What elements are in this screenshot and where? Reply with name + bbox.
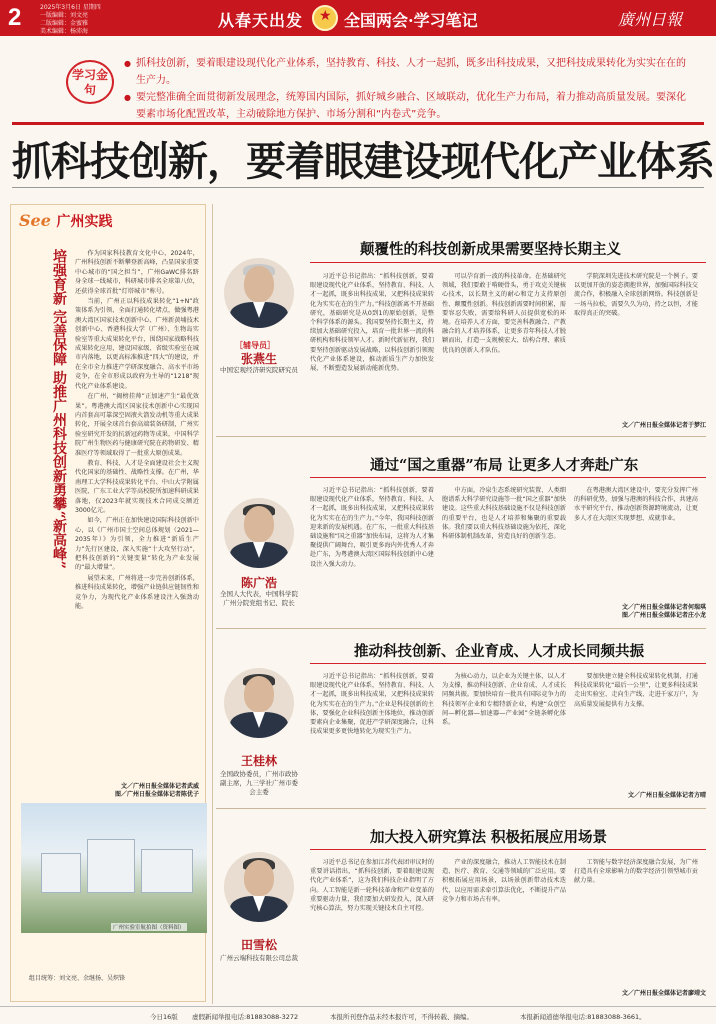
page-number: 2 (8, 4, 22, 31)
person-name: 田雪松 (240, 938, 277, 952)
footer-pages: 今日16版 (150, 1013, 178, 1021)
title-rule (310, 477, 706, 478)
paragraph: 展望未来，广州将进一步完善创新体系，推进科技成果转化，增强产业链供应链韧性和竞争力，为现代化产业体系建设注入强劲动能。 (75, 574, 199, 611)
page-footer (0, 1006, 716, 1024)
issue-date: 2025年3月6日 星期四 (40, 4, 101, 11)
national-emblem-icon (312, 5, 338, 31)
title-rule (310, 849, 706, 850)
paragraph: 如今，广州正在加快建设国际科技创新中心，以《广州市国土空间总体规划（2021—2035年）》为引领，全力推进“新质生产力”先行区建设，深入实施“十大攻坚行动”，把科技创新的“关键变量”转化为产业发展的“最大增量”。 (75, 517, 199, 572)
study-quotes (124, 55, 694, 123)
footer-report: 本报新闻道德举报电话:81883088-3661。 (520, 1013, 646, 1021)
masthead (0, 0, 716, 36)
person-name: 张燕生 (240, 352, 277, 366)
title-rule (310, 663, 706, 664)
article-title: 通过“国之重器”布局 让更多人才奔赴广东 (370, 457, 639, 474)
portrait-zhang (224, 258, 294, 328)
photo-caption: 广州实验室航拍图（资料图） (113, 925, 185, 931)
person-title: 全国政协委员，广州市政协副主席，九三学社广州市委会主委 (220, 770, 298, 796)
section-separator (216, 436, 706, 437)
paragraph: 在广州，“揭榜挂帅”正加速产生“最优效果”。粤港澳大湾区国家技术创新中心实现国内首套高可靠深空固液火箭发动机等重大成果转化，开展全球首台套高端装备研制，广州实验室研究开发的抗新冠药物等成果，中国科学院广州生物医药与健康研究院在药物研发、精准医疗等领域取得了一批重大原创成果。 (75, 393, 199, 457)
study-quote-badge: 学习金句 (66, 60, 114, 104)
person-name: 王桂林 (240, 754, 277, 768)
tag-title: 广州实践 (56, 214, 113, 230)
footer-hotline: 虚假新闻举报电话:81883088-3272 (192, 1013, 299, 1021)
section-separator (216, 808, 706, 809)
guide-tag: ［辅导员］ (235, 341, 275, 350)
quote-item: ● 抓科技创新，要着眼建设现代化产业体系，坚持教育、科技、人才一起抓，既多出科技成果，又把科技成果转化为实实在在的生产力。 (124, 55, 694, 89)
title-rule (310, 262, 706, 263)
article-byline: 文／广州日报全媒体记者廖靖文 (621, 990, 706, 997)
paragraph: 作为国家科技教育文化中心，2024年，广州科技创新不断攀登新高峰，凸显国家重要中心城市的“国之担当”，广州GaWC排名跻身全球一线城市，科研城市排名全球第八位，还获得全球首批“灯塔城市”称号。 (75, 250, 199, 295)
paragraph: 当前，广州正以科技成果转化“1+N”政策体系为引领，全面打通转化堵点，做强粤港澳大湾区国家技术创新中心、广州新黄埔技术创新中心、香港科技大学（广州）、生物岛实验室等重大成果转化平台，围绕国家战略科技成果转化应用，建设国家级、省级实验室在城市内落地，以更高标准推进“四大”的建设，并在全市全力推进产学研深度融合、高水平市场竞争，在全市形成以政府为主导的“1218”现代化产业体系建设。 (75, 298, 199, 390)
lab-aerial-photo (21, 803, 207, 933)
article-byline: 文／广州日报全媒体记者方晴 (627, 792, 706, 799)
article-byline: 文／广州日报全媒体记者何瑞琪 图／广州日报全媒体记者庄小龙 (621, 604, 706, 619)
left-body (75, 249, 199, 612)
article-body: 习近平总书记指出：“抓科技创新，要着眼建设现代化产业体系，坚持教育、科技、人才一起抓，既多出科技成果，又把科技成果转化为实实在在的生产力。”科技创新离不开基础研究，基础研究是从0到1的原始创新，是整个科学体系的源头。我国要坚持长期主义，持续加大基础研究投入，培育一批世界一流的科研机构和科技领军人才。新时代新征程，我们要坚持创新驱动发展战略，以科技创新引领现代化产业体系建设，推动新质生产力加快发展，不断塑造发展新动能新优势。 可以孕育新一波的科技革命。在基础研究领域，我们要敢于啃硬骨头，勇于攻克关键核心技术，以长期主义的耐心和定力支持原创性、颠覆性创新。科技创新需要时间积累，需要容忍失败，需要给科研人员提供宽松的环境。在培养人才方面，要完善科教融合、产教融合的人才培养体系，让更多青年科技人才脱颖而出，打造一支规模宏大、结构合理、素质优良的创新人才队伍。 学院深圳先进技术研究院是一个例子。要以更加开放的姿态拥抱世界，加强国际科技交流合作，积极融入全球创新网络。科技创新是一场马拉松，需要久久为功，持之以恒，才能取得真正的突破。 (310, 273, 698, 373)
paragraph: 教育、科技、人才是全面建设社会主义现代化国家的基础性、战略性支撑。在广州，华南理工大学科技成果转化平台、中山大学附属医院、广东工业大学等高校院所加速科研成果落地，仅2023年就实现技术合同成交额近3000亿元。 (75, 459, 199, 514)
article-body: 习近平总书记指出：“抓科技创新，要着眼建设现代化产业体系，坚持教育、科技、人才一起抓，既多出科技成果，又把科技成果转化为实实在在的生产力。”今年，我国科技创新迎来新的发展机遇。在广东，一批重大科技基础设施和“国之重器”加快布局，这将为人才集聚提供广阔舞台，吸引更多海内外优秀人才奔赴广东，为粤港澳大湾区国际科技创新中心建设注入强大动力。 中方面，冷泉生态系统研究装置、人类细胞谱系大科学研究设施等一批“国之重器”加快建设。这些重大科技基础设施不仅是科技创新的重要平台，也是人才培养和集聚的重要载体。我们要以重大科技基础设施为依托，深化科研体制机制改革，营造良好的创新生态。 在粤港澳大湾区建设中，要充分发挥广州的科研优势，加强与港澳的科技合作，共建高水平研究平台，推动创新资源跨境流动，让更多人才在大湾区实现梦想、成就事业。 (310, 487, 698, 568)
section-title: 从春天出发 (218, 11, 304, 30)
article-title: 推动科技创新、企业育成、人才成长同频共振 (354, 643, 644, 660)
left-column (10, 204, 206, 1002)
person-title: 广州云端科技有限公司总裁 (220, 954, 298, 962)
article-title: 加大投入研究算法 积极拓展应用场景 (370, 829, 608, 846)
column-divider (212, 204, 213, 1004)
person-name: 陈广浩 (240, 576, 277, 590)
article-body: 习近平总书记在参加江苏代表团审议时的重要讲话指出，“抓科技创新，要着眼建设现代化产业体系”，这为我们科技企业指明了方向。人工智能是新一轮科技革命和产业变革的重要驱动力量，我们要加大研发投入，深入研究核心算法，努力实现关键技术自主可控。 产业的深度融合，推动人工智能技术在制造、医疗、教育、交通等领域的广泛应用。要积极拓展应用场景，以场景创新带动技术迭代，以应用需求牵引算法优化，不断提升产品竞争力和市场占有率。 工智能与数字经济深度融合发展，为广州打造具有全球影响力的数字经济引领型城市贡献力量。 (310, 859, 698, 913)
left-headline: 培强育新 完善保障 助推广州科技创新勇攀“新高峰” (51, 249, 67, 569)
portrait-tian (224, 852, 294, 922)
person-title: 全国人大代表，中国科学院广州分院党组书记、院长 (220, 590, 298, 607)
editors-credit: 组目统筹：刘文亮、余继扬、吴炽锋 (29, 975, 126, 982)
newspaper-logo: 廣州日報 (618, 10, 683, 29)
section-separator (216, 628, 706, 629)
left-byline: 文／广州日报全媒体记者武威 图／广州日报全媒体记者陈优子 (114, 783, 199, 798)
headline-divider (12, 187, 704, 188)
masthead-meta (40, 4, 101, 36)
portrait-wang (224, 668, 294, 738)
article-body: 习近平总书记指出：“抓科技创新，要着眼建设现代化产业体系，坚持教育、科技、人才一起抓，既多出科技成果，又把科技成果转化为实实在在的生产力。”企业是科技创新的主体，要强化企业科技创新主体地位，推动创新要素向企业集聚，促进产学研深度融合，让科技成果更多更快地转化为现实生产力。 为核心动力，以企业为关键主体，以人才为支撑，推动科技创新、企业育成、人才成长同频共振。要加快培育一批具有国际竞争力的科技领军企业和专精特新企业，构建“众创空间—孵化器—加速器—产业园”全链条孵化体系。 要加快建立健全科技成果转化机制，打通科技成果转化“最后一公里”，让更多科技成果走出实验室、走向生产线、走进千家万户，为高质量发展提供有力支撑。 (310, 673, 698, 736)
article-title: 颠覆性的科技创新成果需要坚持长期主义 (360, 241, 621, 258)
article-byline: 文／广州日报全媒体记者于梦江 (621, 422, 706, 429)
footer-copyright: 本报所刊登作品未经本报许可，不得转载、摘编。 (330, 1013, 473, 1021)
page-headline: 抓科技创新，要着眼建设现代化产业体系 (12, 138, 714, 185)
person-title: 中国宏观经济研究院研究员 (220, 366, 298, 374)
editor-3: 美术编辑：杨沛海 (40, 28, 89, 35)
headline-rule (12, 122, 704, 125)
editor-1: 一版编辑：刘文亮 (40, 12, 89, 19)
quote-item: ● 要完整准确全面贯彻新发展理念，统筹国内国际，抓好城乡融合、区域联动，优化生产力布局，着力推动高质量发展。要深化要素市场化配置改革，主动破除地方保护、市场分割和“内卷式”竞争。 (124, 89, 694, 123)
portrait-chen (224, 498, 294, 568)
column-title: 全国两会·学习笔记 (344, 11, 478, 30)
see-tag: See 广州实践 (19, 211, 113, 230)
editor-2: 二版编辑：金蜜雅 (40, 20, 89, 27)
